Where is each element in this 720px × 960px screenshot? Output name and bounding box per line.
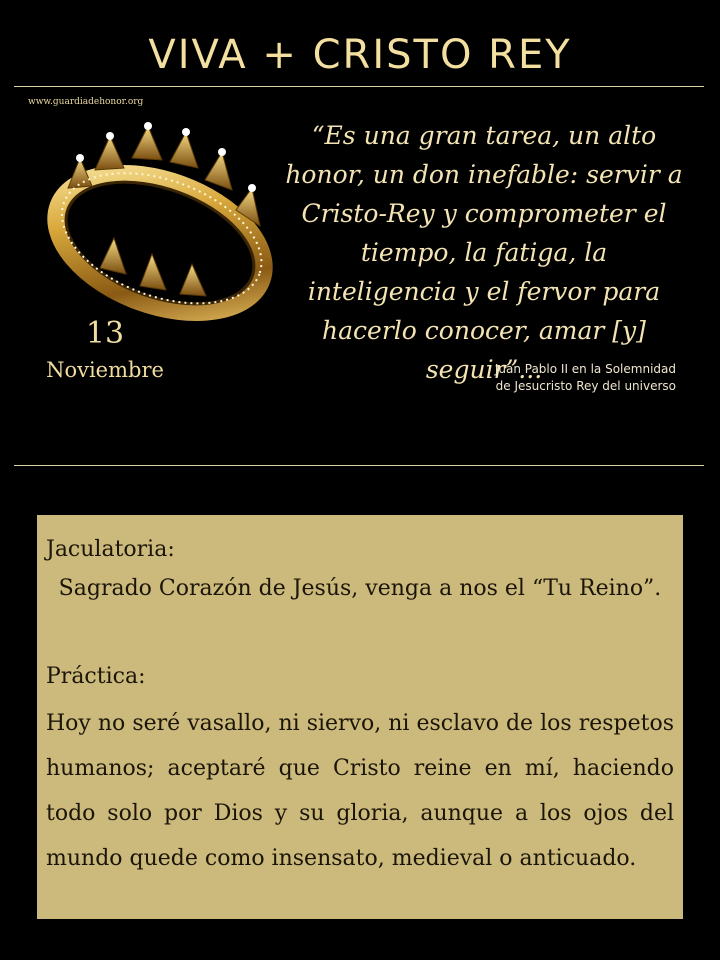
- date-month: Noviembre: [46, 358, 164, 382]
- quote-text: “Es una gran tarea, un alto honor, un don inefable: servir a Cristo-Rey y comprometer el tiempo, la fatiga, la inteligencia y el fervor para hacerlo conocer, amar [y] seguir”...: [285, 121, 683, 384]
- quote-attribution: Juan Pablo II en la Solemnidad de Jesucristo Rey del universo: [494, 362, 676, 393]
- website-link[interactable]: www.guardiadehonor.org: [28, 97, 144, 107]
- middle-divider: [14, 465, 704, 466]
- date-day: 13: [85, 316, 125, 351]
- top-divider: [14, 86, 704, 87]
- jaculatoria-text: Sagrado Corazón de Jesús, venga a nos el “Tu Reino”.: [58, 576, 662, 601]
- practica-label: Práctica:: [46, 664, 146, 689]
- page-title: VIVA + CRISTO REY: [148, 32, 572, 78]
- crown-ring-image: [40, 118, 275, 323]
- devotion-card: [37, 515, 683, 919]
- practica-text: Hoy no seré vasallo, ni siervo, ni esclavo de los respetos humanos; aceptaré que Cristo reine en mí, haciendo todo solo por Dios y su gloria, aunque a los ojos del mundo quede como insensato, medieval o anticuado.: [46, 711, 674, 871]
- jaculatoria-label: Jaculatoria:: [46, 537, 175, 562]
